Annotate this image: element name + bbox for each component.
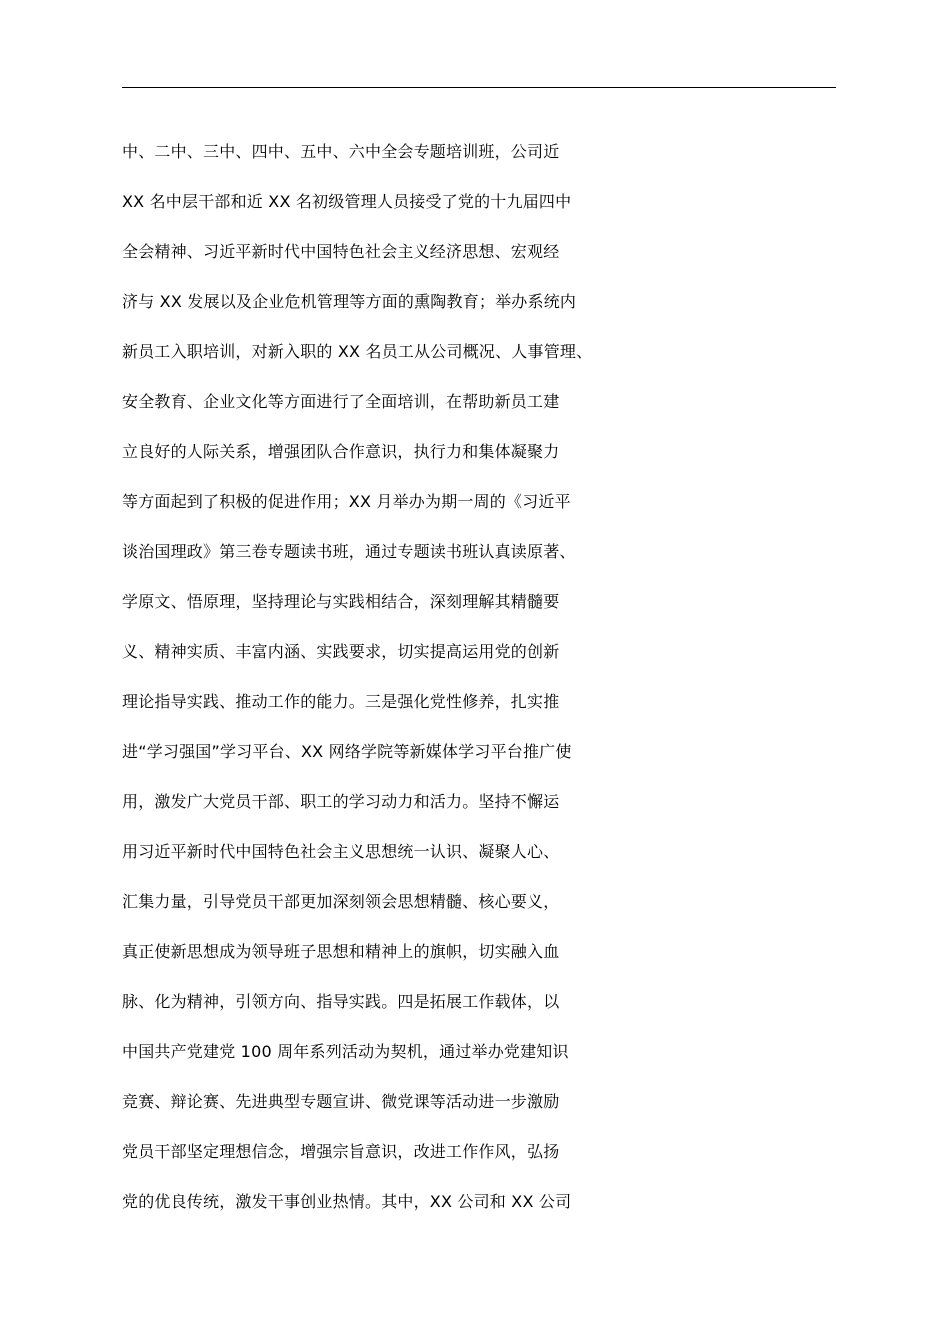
- body-paragraph: [122, 127, 842, 1227]
- text-line: 用习近平新时代中国特色社会主义思想统一认识、凝聚人心、: [122, 842, 560, 861]
- text-line: 党员干部坚定理想信念，增强宗旨意识，改进工作作风，弘扬: [122, 1142, 560, 1161]
- text-line: 济与 XX 发展以及企业危机管理等方面的熏陶教育；举办系统内: [122, 292, 577, 311]
- text-line: 汇集力量，引导党员干部更加深刻领会思想精髓、核心要义，: [122, 892, 560, 911]
- text-line: XX 名中层干部和近 XX 名初级管理人员接受了党的十九届四中: [122, 192, 572, 211]
- text-line: 中国共产党建党 100 周年系列活动为契机，通过举办党建知识: [122, 1042, 569, 1061]
- text-line: 全会精神、习近平新时代中国特色社会主义经济思想、宏观经: [122, 242, 560, 261]
- text-line: 谈治国理政》第三卷专题读书班，通过专题读书班认真读原著、: [122, 542, 576, 561]
- text-line: 安全教育、企业文化等方面进行了全面培训，在帮助新员工建: [122, 392, 560, 411]
- text-line: 中、二中、三中、四中、五中、六中全会专题培训班，公司近: [122, 142, 560, 161]
- text-line: 新员工入职培训，对新入职的 XX 名员工从公司概况、人事管理、: [122, 342, 593, 361]
- header-rule: [122, 87, 836, 88]
- text-line: 学原文、悟原理，坚持理论与实践相结合，深刻理解其精髓要: [122, 592, 560, 611]
- text-line: 理论指导实践、推动工作的能力。三是强化党性修养，扎实推: [122, 692, 560, 711]
- text-line: 竞赛、辩论赛、先进典型专题宣讲、微党课等活动进一步激励: [122, 1092, 560, 1111]
- text-line: 进“学习强国”学习平台、XX 网络学院等新媒体学习平台推广使: [122, 742, 572, 761]
- text-line: 真正使新思想成为领导班子思想和精神上的旗帜，切实融入血: [122, 942, 560, 961]
- text-line: 党的优良传统，激发干事创业热情。其中，XX 公司和 XX 公司: [122, 1192, 572, 1211]
- text-line: 脉、化为精神，引领方向、指导实践。四是拓展工作载体，以: [122, 992, 560, 1011]
- text-line: 用，激发广大党员干部、职工的学习动力和活力。坚持不懈运: [122, 792, 560, 811]
- text-line: 等方面起到了积极的促进作用；XX 月举办为期一周的《习近平: [122, 492, 571, 511]
- text-line: 立良好的人际关系，增强团队合作意识，执行力和集体凝聚力: [122, 442, 560, 461]
- text-line: 义、精神实质、丰富内涵、实践要求，切实提高运用党的创新: [122, 642, 560, 661]
